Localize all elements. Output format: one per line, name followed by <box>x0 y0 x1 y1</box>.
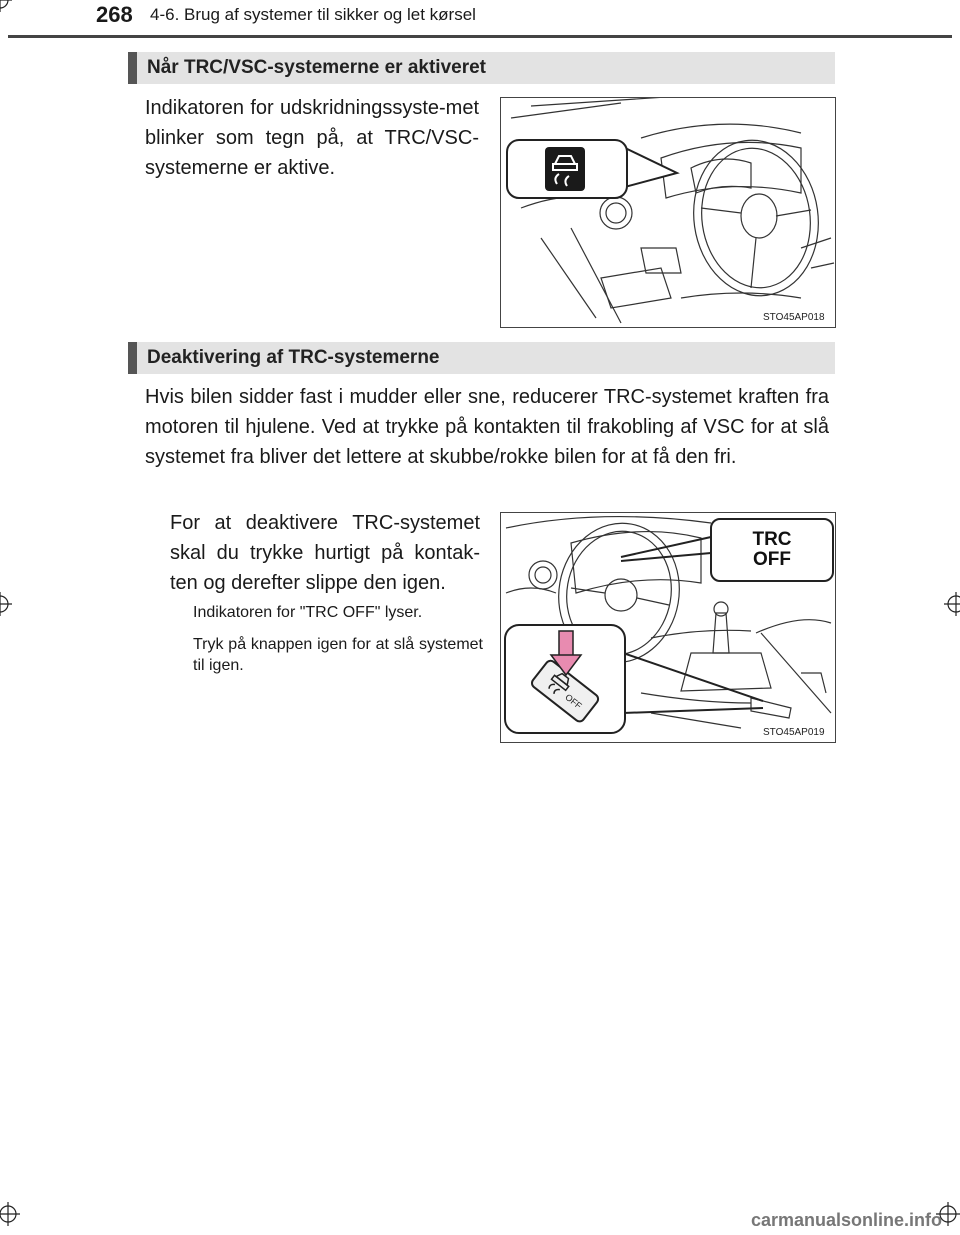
section1-body: Indikatoren for udskridningssyste-met blinker som tegn på, at TRC/VSC-systemerne er aktive. <box>145 97 479 179</box>
figure-code: STO45AP018 <box>763 312 825 323</box>
section-accent <box>128 342 137 374</box>
section-heading-deactivate <box>128 342 835 374</box>
figure-trc-off-switch <box>500 512 836 743</box>
note-indicator: Indikatoren for "TRC OFF" lyser. <box>193 604 423 621</box>
section-accent <box>128 52 137 84</box>
crop-mark-icon <box>0 592 12 616</box>
button-off-text: OFF <box>563 691 584 711</box>
dashboard-illustration <box>501 98 835 327</box>
section2-body: Hvis bilen sidder fast i mudder eller sne, reducerer TRC-systemet kraften fra motoren til hjulene. Ved at trykke på kontakten til frakobling af VSC for at slå systemet fra bliver det lettere at skubbe/rokke bilen for at få den fri. <box>145 386 829 468</box>
crop-mark-icon <box>944 592 960 616</box>
section-title: Deaktivering af TRC-systemerne <box>147 347 440 368</box>
figure-dashboard-indicator <box>500 97 836 328</box>
section-heading-active <box>128 52 835 84</box>
watermark: carmanualsonline.info <box>750 1210 942 1230</box>
deactivate-instruction: For at deaktivere TRC-systemet skal du trykke hurtigt på kontak-ten og derefter slippe den igen. <box>170 512 480 594</box>
trc-label: TRC <box>752 529 792 550</box>
note-reactivate: Tryk på knappen igen for at slå systemet til igen. <box>193 636 483 674</box>
trc-off-callout <box>710 518 834 582</box>
chapter-title: 4-6. Brug af systemer til sikker og let kørsel <box>150 5 476 24</box>
section-title: Når TRC/VSC-systemerne er aktiveret <box>147 57 486 78</box>
figure-code: STO45AP019 <box>763 727 825 738</box>
crop-mark-icon <box>0 1202 20 1226</box>
crop-mark-icon <box>0 0 12 12</box>
page-number: 268 <box>96 2 133 27</box>
off-label: OFF <box>753 549 791 570</box>
header-rule <box>8 35 952 38</box>
